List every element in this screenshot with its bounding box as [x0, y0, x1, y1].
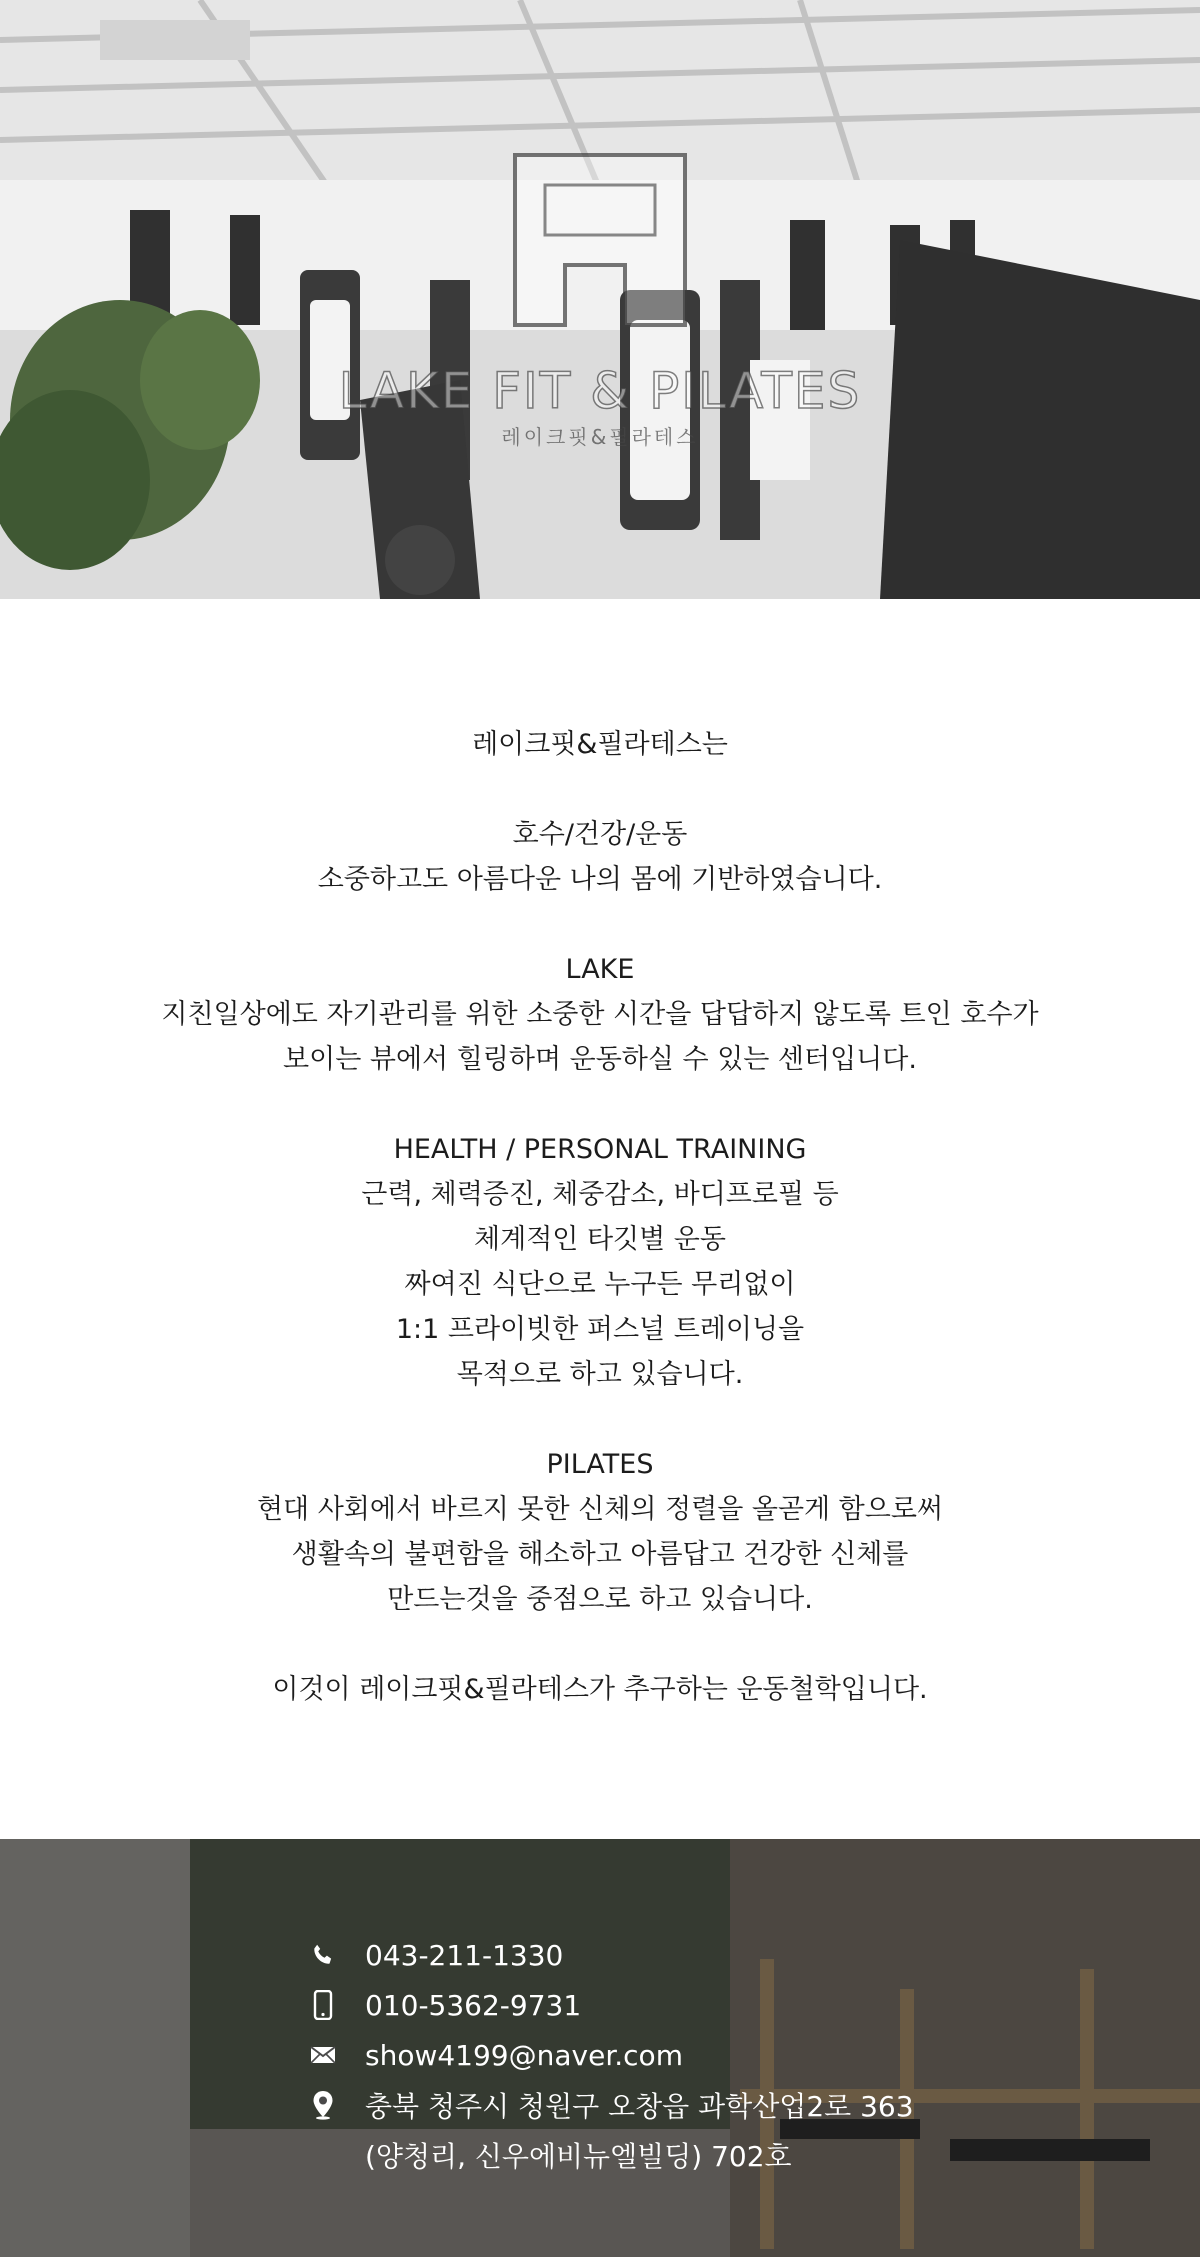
contact-address-cont — [308, 2130, 914, 2180]
intro-line: PILATES — [546, 1449, 654, 1480]
intro-text — [0, 599, 1200, 1712]
hero-banner — [0, 0, 1200, 599]
intro-spacer — [0, 1622, 1200, 1667]
intro-line: LAKE — [565, 954, 635, 985]
intro-line: 생활속의 불편함을 해소하고 아름답고 건강한 신체를 — [291, 1539, 909, 1570]
intro-spacer — [0, 1082, 1200, 1127]
intro-line: 1:1 프라이빗한 퍼스널 트레이닝을 — [395, 1314, 805, 1345]
brand-subtitle: 레이크핏&필라테스 — [501, 425, 699, 449]
address-line-1: 충북 청주시 청원구 오창읍 과학산업2로 363 — [365, 2090, 914, 2123]
mobile-number[interactable]: 010-5362-9731 — [365, 1988, 582, 2022]
intro-line: HEALTH / PERSONAL TRAINING — [393, 1134, 807, 1165]
contact-footer — [0, 1839, 1200, 2257]
intro-spacer — [0, 767, 1200, 812]
intro-line: 보이는 뷰에서 힐링하며 운동하실 수 있는 센터입니다. — [283, 1044, 917, 1075]
location-pin-icon — [308, 2090, 338, 2120]
brand-logo — [0, 0, 1200, 599]
address-line-2: (양청리, 신우에비뉴엘빌딩) 702호 — [365, 2140, 792, 2173]
intro-line: 체계적인 타깃별 운동 — [474, 1224, 726, 1255]
intro-spacer — [0, 902, 1200, 947]
intro-line: 호수/건강/운동 — [512, 819, 688, 850]
brand-name: LAKE FIT & PILATES — [338, 362, 862, 420]
intro-line: 목적으로 하고 있습니다. — [456, 1359, 744, 1390]
contact-info — [308, 1930, 914, 2180]
intro-line: 레이크핏&필라테스는 — [472, 729, 728, 760]
intro-line: 짜여진 식단으로 누구든 무리없이 — [404, 1269, 796, 1300]
intro-line: 현대 사회에서 바르지 못한 신체의 정렬을 올곧게 함으로써 — [256, 1494, 944, 1525]
intro-line: 지친일상에도 자기관리를 위한 소중한 시간을 답답하지 않도록 트인 호수가 — [161, 999, 1039, 1030]
contact-address — [308, 2080, 914, 2130]
intro-line: 소중하고도 아름다운 나의 몸에 기반하였습니다. — [317, 864, 883, 895]
intro-line: 근력, 체력증진, 체중감소, 바디프로필 등 — [361, 1179, 839, 1210]
intro-spacer — [0, 1397, 1200, 1442]
mobile-icon — [308, 1990, 338, 2020]
intro-line: 이것이 레이크핏&필라테스가 추구하는 운동철학입니다. — [272, 1674, 928, 1705]
contact-mobile[interactable] — [308, 1980, 914, 2030]
mail-icon — [308, 2040, 338, 2070]
contact-email[interactable] — [308, 2030, 914, 2080]
phone-icon — [308, 1940, 338, 1970]
logo-mark-icon — [505, 145, 695, 345]
intro-line: 만드는것을 중점으로 하고 있습니다. — [387, 1584, 813, 1615]
contact-phone[interactable] — [308, 1930, 914, 1980]
intro-section — [0, 599, 1200, 1839]
phone-number[interactable]: 043-211-1330 — [365, 1938, 564, 1972]
email-address[interactable]: show4199@naver.com — [365, 2038, 683, 2072]
